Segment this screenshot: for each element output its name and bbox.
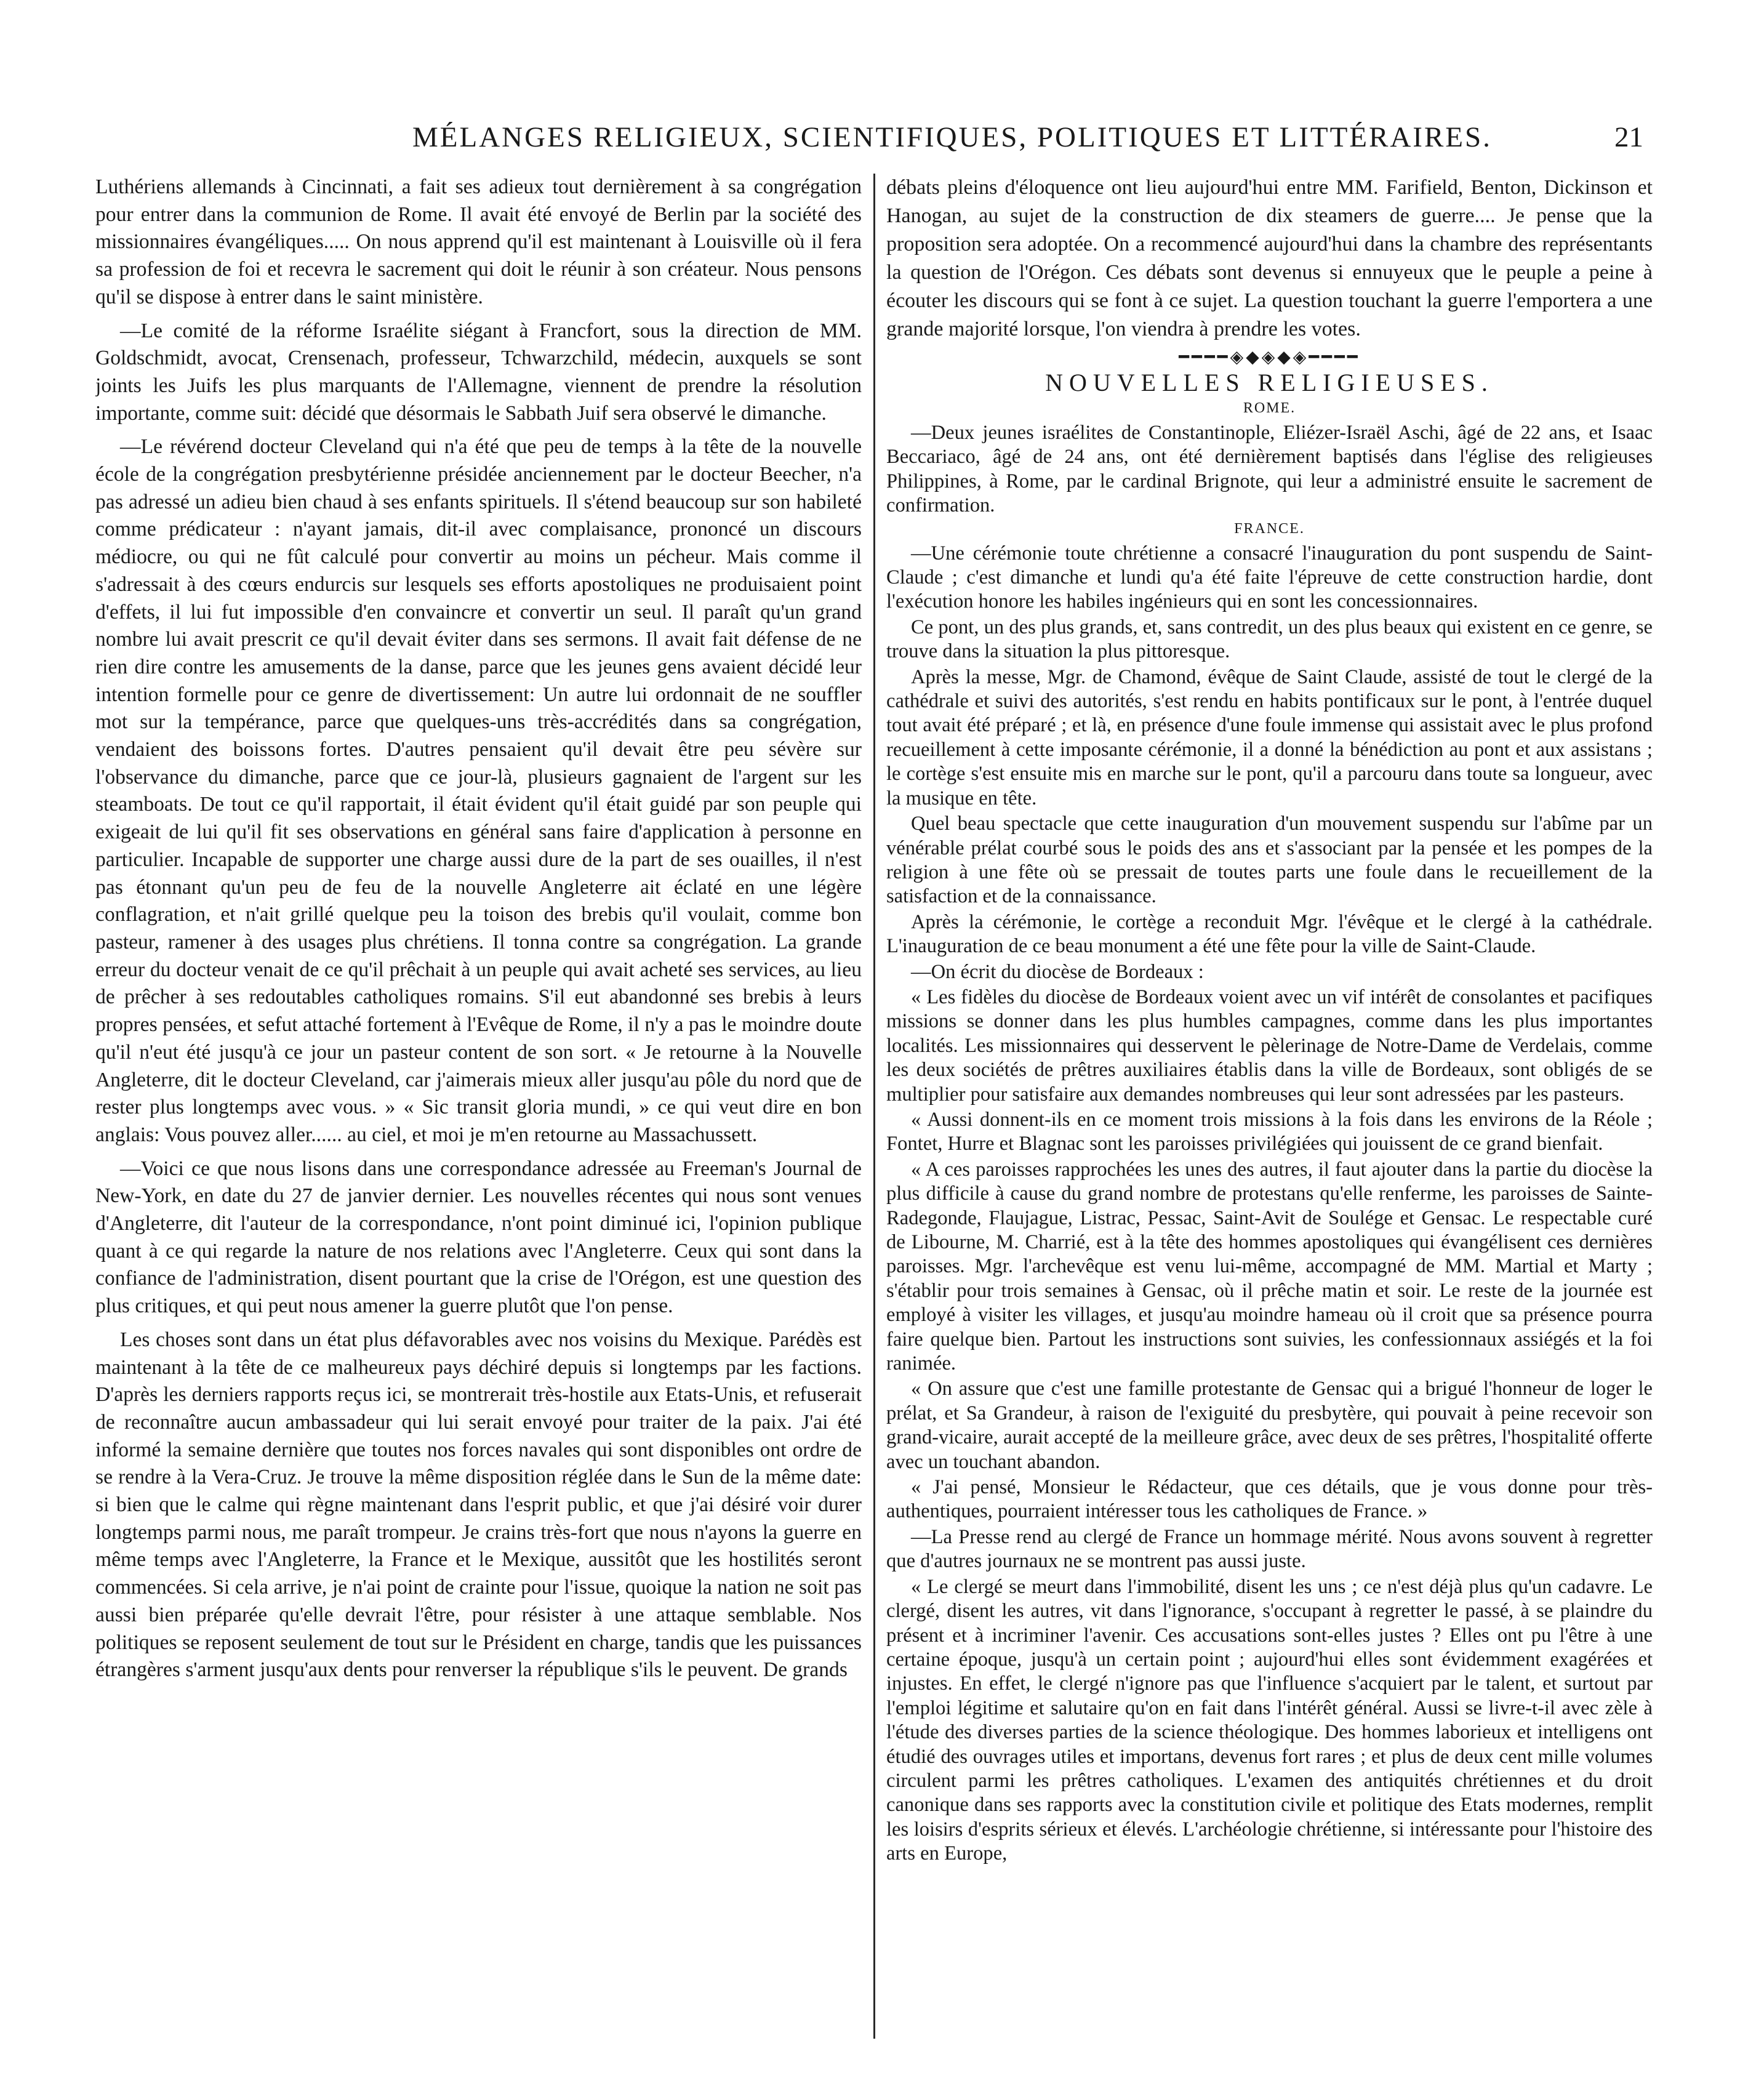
- section-title: NOUVELLES RELIGIEUSES.: [1045, 369, 1494, 396]
- article-paragraph: Luthériens allemands à Cincinnati, a fait ses adieux tout dernièrement à sa congrégation pour entrer dans la communion de Rome. Il avait été envoyé de Berlin par la société des missionnaires évangéliques..... On nous apprend qu'il est maintenant à Louisville où il fera sa profession de foi et recevra le sacrement qui doit le réunir à son créateur. Nous pensons qu'il se dispose à entrer dans le saint ministère.: [95, 175, 862, 308]
- left-column: [95, 174, 862, 2039]
- article-paragraph: —Voici ce que nous lisons dans une correspondance adressée au Freeman's Journal de New-York, en date du 27 de janvier dernier. Les nouvelles récentes qui nous sont venues d'Angleterre, dit l'auteur de la correspondance, n'ont point diminué ici, l'opinion publique quant à ce qui regarde la nature de nos relations avec l'Angleterre. Ceux qui sont dans la confiance de l'administration, disent pourtant que la crise de l'Orégon, est une question des plus critiques, et qui peut nous amener la guerre plutôt que l'on pense.: [95, 1157, 862, 1318]
- article-paragraph: débats pleins d'éloquence ont lieu aujourd'hui entre MM. Farifield, Benton, Dickinson et Hanogan, au sujet de la construction de dix steamers de guerre.... Je pense que la proposition sera adoptée. On a recommencé aujourd'hui dans la chambre des représentants la question de l'Orégon. Ces débats sont devenus si ennuyeux que le peuple a peine à écouter les discours qui se font à ce sujet. La question touchant la guerre l'emportera a une grande majorité lorsque, l'on viendra à prendre les votes.: [886, 176, 1653, 340]
- right-column: [886, 174, 1653, 2039]
- news-paragraph: Après la cérémonie, le cortège a reconduit Mgr. l'évêque et le clergé à la cathédrale. L'inauguration de ce beau monument a été une fête pour la ville de Saint-Claude.: [886, 910, 1653, 958]
- news-paragraph: —Une cérémonie toute chrétienne a consacré l'inauguration du pont suspendu de Saint-Claude ; c'est dimanche et lundi qu'a été faite l'épreuve de cette construction hardie, dont l'exécution honore les habiles ingénieurs qui en sont les concessionnaires.: [886, 542, 1653, 613]
- subhead-rome: ROME.: [1243, 400, 1296, 416]
- news-paragraph: —La Presse rend au clergé de France un hommage mérité. Nous avons souvent à regretter que d'autres journaux ne se montrent pas aussi juste.: [886, 1525, 1653, 1573]
- news-paragraph: —Deux jeunes israélites de Constantinople, Eliézer-Israël Aschi, âgé de 22 ans, et Isaac Beccariaco, âgé de 24 ans, ont été dernièrement baptisés dans l'église des religieuses Philippines, à Rome, par le cardinal Brignote, qui leur a administré ensuite le sacrement de confirmation.: [886, 422, 1653, 517]
- article-paragraph: —Le révérend docteur Cleveland qui n'a été que peu de temps à la tête de la nouvelle école de la congrégation presbytérienne présidée anciennement par le docteur Beecher, n'a pas adressé un adieu bien chaud à ses enfants spirituels. Il s'étend beaucoup sur son habileté comme prédicateur : n'ayant jamais, dit-il avec complaisance, prononcé un discours médiocre, ou qui ne fût calculé pour convertir au moins un pécheur. Mais comme il s'adressait à des cœurs endurcis sur lesquels ses efforts apostoliques ne produisaient point d'effets, il lui fut impossible d'en convaincre et convertir un seul. Il paraît qu'un grand nombre lui avait prescrit ce qu'il devait éviter dans ses sermons. Il avait fait défense de ne rien dire contre les amusements de la danse, parce que les jeunes gens avaient décidé leur intention formelle pour ce genre de divertissement: Un autre lui ordonnait de ne souffler mot sur la tempérance, parce que quelques-uns très-accrédités dans sa congrégation, vendaient des boissons fortes. D'autres pensaient qu'il devait être peu sévère sur l'observance du dimanche, parce que ce jour-là, plusieurs gagnaient de l'argent sur les steamboats. De tout ce qu'il rapportait, il était évident qu'il était guidé par son peuple qui exigeait de lui qu'il fit ses observations en général sans faire d'application à personne en particulier. Incapable de supporter une charge aussi dure de la part de ses ouailles, il n'est pas étonnant qu'un peu de feu de la nouvelle Angleterre ait éclaté en une légère conflagration, et n'ait grillé quelque peu la toison des brebis qu'il voulait, comme bon pasteur, ramener à des usages plus chrétiens. Il tonna contre sa congrégation. La grande erreur du docteur venait de ce qu'il prêchait à un peuple qui avait acheté ses services, au lieu de prêcher à ses redoutables catholiques romains. S'il eut abandonné ses brebis à leurs propres pensées, et sefut attaché fortement à l'Evêque de Rome, il n'y a pas le moindre doute qu'il n'eut été jusqu'à ce jour un pasteur content de son sort. « Je retourne à la Nouvelle Angleterre, dit le docteur Cleveland, car j'aimerais mieux aller jusqu'au pôle du nord que de rester plus longtemps avec vous. » « Sic transit gloria mundi, » ce qui veut dire en bon anglais: Vous pouvez aller...... au ciel, et moi je m'en retourne au Massachussett.: [95, 435, 862, 1146]
- subhead-france: FRANCE.: [1234, 520, 1305, 537]
- news-paragraph: —On écrit du diocèse de Bordeaux :: [911, 960, 1204, 983]
- news-paragraph: « Le clergé se meurt dans l'immobilité, disent les uns ; ce n'est déjà plus qu'un cadavre. Le clergé, disent les autres, vit dans l'ignorance, s'occupant à regretter le passé, à se plaindre du présent et à incriminer l'avenir. Ces accusations sont-elles justes ? Elles ont pu l'être à une certaine époque, jusqu'à un certain point ; aujourd'hui elles sont évidemment exagérées et injustes. En effet, le clergé n'ignore pas que l'influence s'acquiert par le talent, et surtout par l'emploi légitime et salutaire qu'on en fait dans l'intérêt général. Aussi se livre-t-il avec zèle à l'étude des diverses parties de la science théologique. Des hommes laborieux et intelligens ont étudié des ouvrages utiles et importans, devenus fort rares ; et plus de deux cent mille volumes circulent parmi les prêtres catholiques. L'examen des antiquités chrétiennes et du droit canonique dans ses rapports avec la constitution civile et politique des Etats modernes, remplit les loisirs d'esprits sérieux et élevés. L'archéologie chrétienne, si intéressante pour l'histoire des arts en Europe,: [886, 1575, 1653, 1865]
- page-number: 21: [1614, 121, 1643, 153]
- news-paragraph: Quel beau spectacle que cette inauguration d'un mouvement suspendu sur l'abîme par un vénérable prélat courbé sous le poids des ans et s'associant par la pensée et les pompes de la religion à une fête où se pressait de toutes parts une foule dans le recueillement de la satisfaction et de la connaissance.: [886, 813, 1653, 908]
- news-paragraph: Après la messe, Mgr. de Chamond, évêque de Saint Claude, assisté de tout le clergé de la cathédrale et suivi des autorités, s'est rendu en habits pontificaux sur le pont, à l'entrée duquel tout avait été préparé ; et là, en présence d'une foule immense qui assistait avec le plus profond recueillement à cette imposante cérémonie, il a donné la bénédiction au pont et aux assistans ; le cortège s'est ensuite mis en marche sur le pont, qu'il a parcouru dans toute sa longueur, avec la musique en tête.: [886, 665, 1653, 809]
- article-paragraph: Les choses sont dans un état plus défavorables avec nos voisins du Mexique. Parédès est maintenant à la tête de ce malheureux pays déchiré depuis si longtemps par les factions. D'après les derniers rapports reçus ici, se montrerait très-hostile aux Etats-Unis, et refuserait de reconnaître aucun ambassadeur qui lui serait envoyé pour traiter de la paix. J'ai été informé la semaine dernière que toutes nos forces navales qui sont disponibles ont ordre de se rendre à la Vera-Cruz. Je trouve la même disposition réglée dans le Sun de la même date: si bien que le calme qui règne maintenant dans l'esprit public, et que j'ai désiré voir durer longtemps parmi nous, me paraît trompeur. Je crains très-fort que nous n'ayons la guerre en même temps avec l'Angleterre, la France et le Mexique, aussitôt que les hostilités seront commencées. Si cela arrive, je n'ai point de crainte pour l'issue, quoique la nation ne soit pas aussi bien préparée qu'elle devrait l'être, pour résister à une attaque semblable. Nos politiques se reposent seulement de tout sur le Président en charge, tandis que les puissances étrangères s'arment jusqu'aux dents pour renverser la république s'ils le peuvent. De grands: [95, 1328, 862, 1682]
- column-divider: [873, 174, 875, 2039]
- article-paragraph: —Le comité de la réforme Israélite siégant à Francfort, sous la direction de MM. Goldschmidt, avocat, Crensenach, professeur, Tchwarzchild, médecin, auxquels se sont joints les Juifs les plus marquants de l'Allemagne, viennent de prendre la résolution importante, comme suit: décidé que désormais le Sabbath Juif sera observé le dimanche.: [95, 319, 862, 425]
- news-paragraph: « Les fidèles du diocèse de Bordeaux voient avec un vif intérêt de consolantes et pacifiques missions se donner dans les plus humbles campagnes, comme dans les plus importantes localités. Les missionnaires qui desservent le pèlerinage de Notre-Dame de Verdelais, comme les deux sociétés de prêtres auxiliaires établis dans la ville de Bordeaux, sont obligés de se multiplier pour satisfaire aux demandes nombreuses qui leur sont adressées par les pasteurs.: [886, 985, 1653, 1106]
- news-paragraph: « A ces paroisses rapprochées les unes des autres, il faut ajouter dans la partie du diocèse la plus difficile à cause du grand nombre de protestans qu'elle renferme, les paroisses de Sainte-Radegonde, Flaujague, Listrac, Pessac, Saint-Avit de Soulége et Gensac. Le respectable curé de Libourne, M. Charrié, est à la tête des hommes apostoliques qui évangélisent ces dernières paroisses. Mgr. l'archevêque est venu lui-même, accompagné de MM. Martial et Marty ; s'établir pour trois semaines à Gensac, où il prêche matin et soir. Le reste de la journée est employé à visiter les villages, et jusqu'au moindre hameau où il croit que sa présence pourra faire quelque bien. Partout les instructions sont suivies, les confessionnaux assiégés et la foi ranimée.: [886, 1158, 1653, 1375]
- news-paragraph: « J'ai pensé, Monsieur le Rédacteur, que ces détails, que je vous donne pour très-authentiques, pourraient intéresser tous les catholiques de France. »: [886, 1476, 1653, 1523]
- news-paragraph: « On assure que c'est une famille protestante de Gensac qui a brigué l'honneur de loger le prélat, et Sa Grandeur, à raison de l'exiguité du presbytère, qui pouvait à peine recevoir son grand-vicaire, aurait accepté de la meilleure grâce, avec deux de ses prêtres, l'hospitalité offerte avec un touchant abandon.: [886, 1378, 1653, 1473]
- news-paragraph: « Aussi donnent-ils en ce moment trois missions à la fois dans les environs de la Réole ; Fontet, Hurre et Blagnac sont les paroisses privilégiées qui jouissent de ce grand bienfait.: [886, 1108, 1653, 1155]
- news-paragraph: Ce pont, un des plus grands, et, sans contredit, un des plus beaux qui existent en ce genre, se trouve dans la situation la plus pittoresque.: [886, 616, 1653, 663]
- ornament-divider: ━━━━◈◆◈◆◈━━━━: [1179, 348, 1360, 367]
- running-title: MÉLANGES RELIGIEUX, SCIENTIFIQUES, POLITIQUES ET LITTÉRAIRES.: [412, 121, 1492, 153]
- page-header: [92, 121, 1656, 170]
